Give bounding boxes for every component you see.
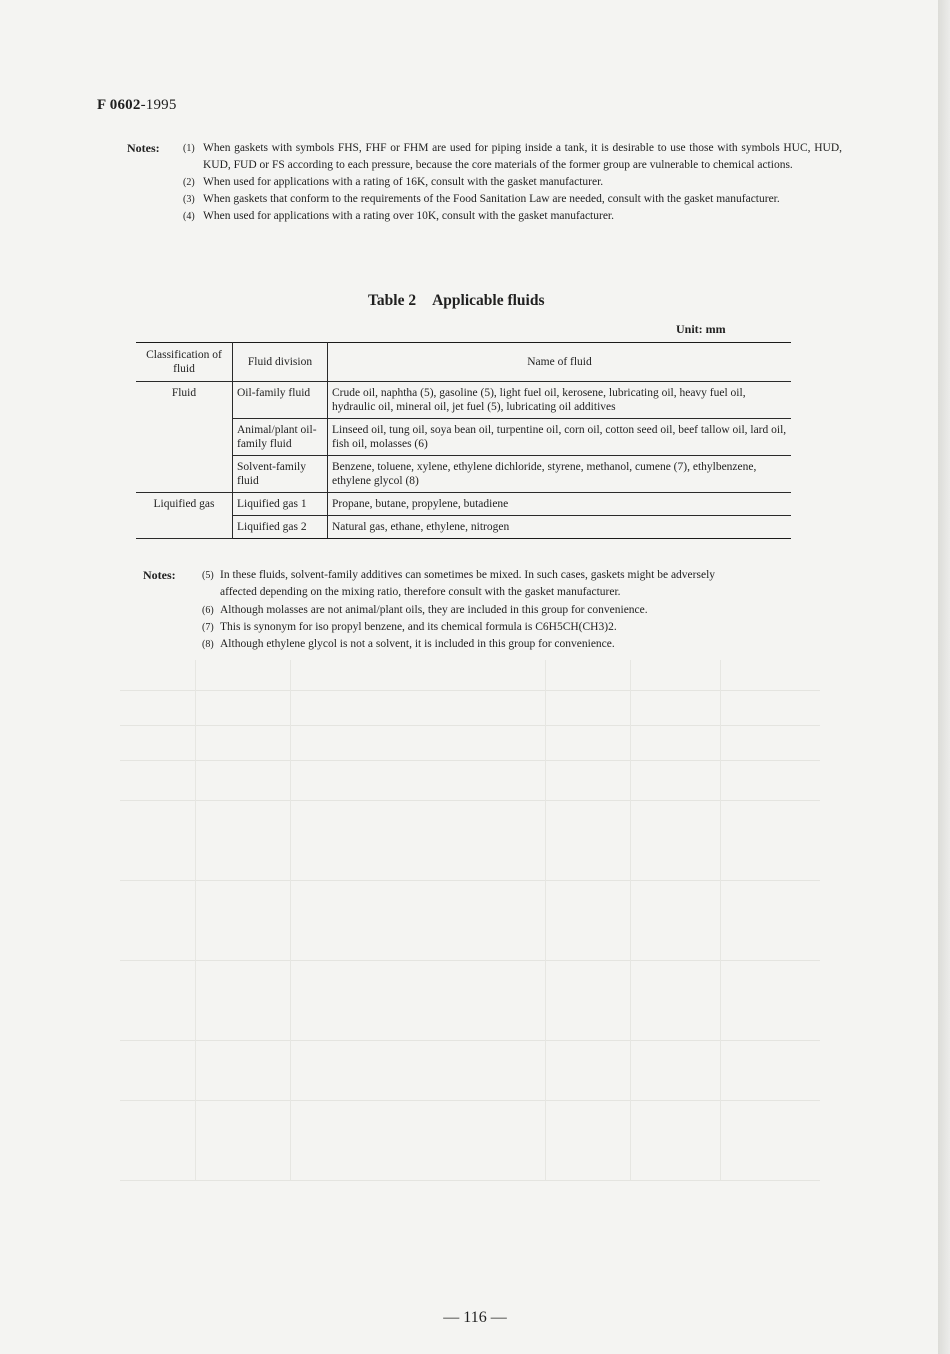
table-unit: Unit: mm bbox=[676, 322, 726, 336]
note-8 bbox=[143, 636, 743, 653]
notes-top-label: Notes: bbox=[127, 141, 160, 155]
table-row bbox=[136, 493, 791, 516]
page-number: — 116 — bbox=[443, 1309, 507, 1326]
page-edge bbox=[938, 0, 950, 1354]
table-row bbox=[136, 382, 791, 419]
note-3-text: When gaskets that conform to the requirements of the Food Sanitation Law are needed, consult with the gasket manufacturer. bbox=[203, 193, 780, 205]
header-division: Fluid division bbox=[233, 343, 328, 382]
fluid-names-cell: Benzene, toluene, xylene, ethylene dichloride, styrene, methanol, cumene (7), ethylbenzene, ethylene glycol (8) bbox=[328, 456, 792, 493]
note-8-mark: (8) bbox=[202, 639, 214, 651]
division-cell: Liquified gas 1 bbox=[233, 493, 328, 516]
note-4-text: When used for applications with a rating over 10K, consult with the gasket manufacturer. bbox=[203, 210, 615, 222]
note-6 bbox=[143, 602, 743, 619]
fluid-names-cell: Natural gas, ethane, ethylene, nitrogen bbox=[328, 516, 792, 539]
fluid-names-cell: Crude oil, naphtha (5), gasoline (5), light fuel oil, kerosene, lubricating oil, heavy fuel oil, hydraulic oil, mineral oil, jet fuel (5), lubricating oil additives bbox=[328, 382, 792, 419]
table-title bbox=[368, 292, 545, 310]
document-code: F 0602 bbox=[97, 97, 141, 113]
note-7 bbox=[143, 619, 743, 636]
table-row bbox=[136, 456, 791, 493]
table-caption: Applicable fluids bbox=[432, 292, 545, 309]
note-1-mark: (1) bbox=[183, 143, 195, 154]
table-number: Table 2 bbox=[368, 292, 417, 309]
note-5 bbox=[143, 567, 743, 602]
notes-bottom bbox=[143, 567, 743, 653]
note-2-text: When used for applications with a rating of 16K, consult with the gasket manufacturer. bbox=[203, 176, 604, 188]
note-5-mark: (5) bbox=[202, 570, 214, 581]
note-2 bbox=[127, 174, 842, 191]
division-cell: Solvent-family fluid bbox=[233, 456, 328, 493]
note-7-text: This is synonym for iso propyl benzene, and its chemical formula is C6H5CH(CH3)2. bbox=[220, 620, 617, 633]
notes-bottom-label: Notes: bbox=[143, 568, 176, 582]
division-cell: Animal/plant oil-family fluid bbox=[233, 419, 328, 456]
note-1-text: When gaskets with symbols FHS, FHF or FHM are used for piping inside a tank, it is desirable to use those with symbols HUC, HUD, KUD, FUD or FS according to each pressure, because the core materials of the former group are vulnerable to chemical actions. bbox=[203, 142, 842, 171]
header-name: Name of fluid bbox=[328, 343, 792, 382]
division-cell: Liquified gas 2 bbox=[233, 516, 328, 539]
note-3 bbox=[127, 191, 842, 208]
division-cell: Oil-family fluid bbox=[233, 382, 328, 419]
note-1 bbox=[127, 140, 842, 174]
table-header-row bbox=[136, 343, 791, 382]
note-4-mark: (4) bbox=[183, 211, 195, 222]
document-id bbox=[97, 97, 177, 114]
note-6-mark: (6) bbox=[202, 604, 214, 616]
fluid-names-cell: Linseed oil, tung oil, soya bean oil, turpentine oil, corn oil, cotton seed oil, beef tallow oil, lard oil, fish oil, molasses (6) bbox=[328, 419, 792, 456]
notes-top bbox=[127, 140, 842, 225]
document-year: -1995 bbox=[140, 97, 177, 113]
note-5-text: In these fluids, solvent-family additives can sometimes be mixed. In such cases, gaskets might be adversely affected depending on the mixing ratio, therefore consult with the gasket manufacturer. bbox=[220, 569, 716, 599]
classification-cell: Fluid bbox=[136, 382, 233, 493]
note-2-mark: (2) bbox=[183, 177, 195, 188]
table-row bbox=[136, 516, 791, 539]
header-classification: Classification of fluid bbox=[136, 343, 233, 382]
note-3-mark: (3) bbox=[183, 194, 195, 205]
note-7-mark: (7) bbox=[202, 621, 214, 633]
table-row bbox=[136, 419, 791, 456]
fluid-names-cell: Propane, butane, propylene, butadiene bbox=[328, 493, 792, 516]
note-8-text: Although ethylene glycol is not a solvent, it is included in this group for convenience. bbox=[220, 638, 615, 651]
note-4 bbox=[127, 208, 842, 225]
note-6-text: Although molasses are not animal/plant oils, they are included in this group for convenience. bbox=[220, 603, 648, 616]
applicable-fluids-table bbox=[136, 342, 791, 539]
classification-cell: Liquified gas bbox=[136, 493, 233, 539]
